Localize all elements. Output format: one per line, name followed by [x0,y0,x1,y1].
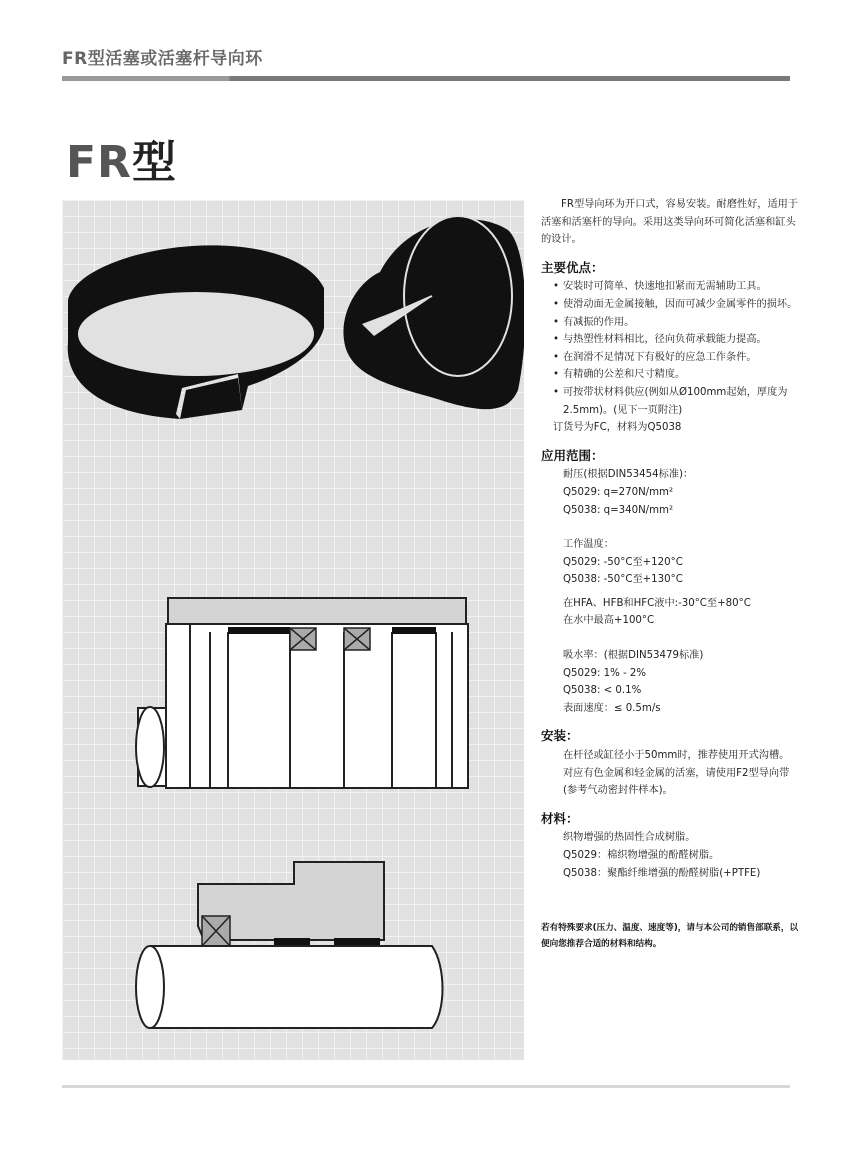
advantage-item: • 在润滑不足情况下有极好的应急工作条件。 [553,349,803,367]
title-fr: FR [66,137,132,188]
installation-heading: 安装： [541,728,579,744]
absorption-q5038: Q5038: < 0.1% [563,685,642,697]
text-column [541,196,803,952]
cylinder-ring-image [343,216,524,409]
advantage-item: • 使滑动面无金属接触，因而可减少金属零件的损坏。 [553,296,803,314]
advantage-item: • 安装时可简单、快速地扣紧而无需辅助工具。 [553,278,803,296]
split-ring-image [68,245,324,419]
advantage-item: • 有精确的公差和尺寸精度。 [553,366,803,384]
pressure-q5038: Q5038: q=340N/mm² [563,504,674,516]
intro-paragraph: FR型导向环为开口式，容易安装。耐磨性好，适用于活塞和活塞杆的导向。采用这类导向环可简化活塞和缸头的设计。 [541,199,799,246]
materials-heading: 材料： [541,810,579,826]
absorption-title: 吸水率：(根据DIN53479标准) [563,650,704,662]
rod-guide-cross-section [136,598,468,788]
advantage-item: • 有减振的作用。 [553,314,803,332]
temperature-hfa: 在HFA、HFB和HFC液中:-30°C至+80°C [563,597,751,609]
materials-line-1: 织物增强的热固性合成树脂。 [563,832,696,844]
piston-guide-cross-section [136,862,443,1028]
figure-panel [62,200,524,1060]
installation-line-1: 在杆径或缸径小于50mm时，推荐使用开式沟槽。 [563,750,790,762]
temperature-q5038: Q5038: -50°C至+130°C [563,574,683,586]
title-xing: 型 [131,137,177,188]
guide-ring-illustrations [62,200,524,1060]
absorption-q5029: Q5029: 1% - 2% [563,667,647,679]
advantage-item: • 可按带状材料供应(例如从Ø100mm起始，厚度为2.5mm)。(见下一页附注) [553,384,803,419]
order-number-line: 订货号为FC，材料为Q5038 [553,422,682,434]
temperature-water: 在水中最高+100°C [563,615,655,627]
page-header-title: FR型活塞或活塞杆导向环 [62,49,263,69]
advantage-item: • 与热塑性材料相比，径向负荷承载能力提高。 [553,331,803,349]
materials-line-3: Q5038：聚酯纤维增强的酚醛树脂(+PTFE) [563,867,761,879]
advantages-heading: 主要优点： [541,259,604,275]
special-requirements-note: 若有特殊要求(压力、温度、速度等)，请与本公司的销售部联系，以便向您推荐合适的材料和结构。 [541,923,799,950]
page-title [66,126,177,190]
installation-line-2: 对应有色金属和轻金属的活塞，请使用F2型导向带(参考气动密封件样本)。 [563,767,790,797]
temperature-q5029: Q5029: -50°C至+120°C [563,556,683,568]
pressure-q5029: Q5029: q=270N/mm² [563,486,674,498]
surface-speed: 表面速度：≤ 0.5m/s [563,702,661,714]
footer-rule [62,1085,790,1088]
header-rule [62,76,790,81]
pressure-title: 耐压(根据DIN53454标准)： [563,469,694,481]
temperature-title: 工作温度： [563,539,614,551]
materials-line-2: Q5029：棉织物增强的酚醛树脂。 [563,850,720,861]
application-heading: 应用范围： [541,447,604,463]
advantages-list [541,278,803,419]
